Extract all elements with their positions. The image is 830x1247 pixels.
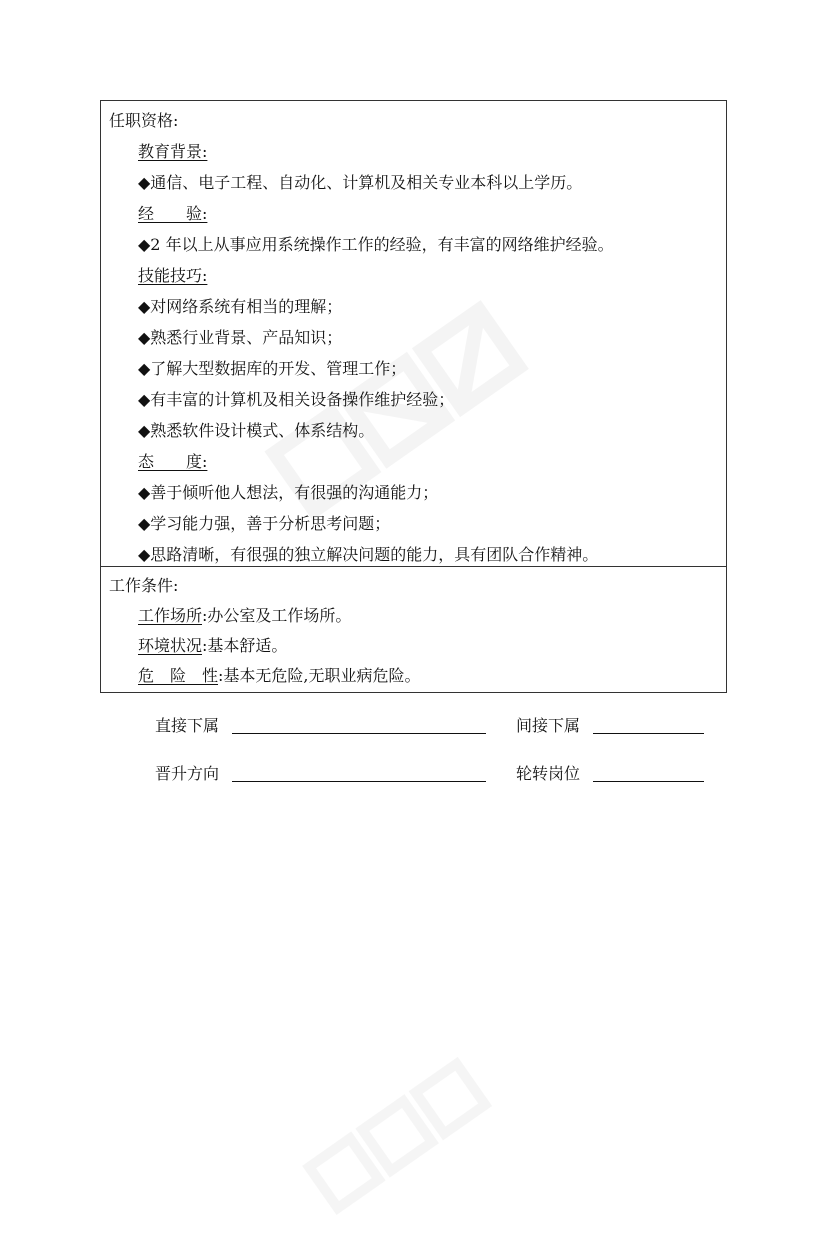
skills-bullet: ◆熟悉行业背景、产品知识； — [138, 328, 343, 347]
attitude-heading — [101, 446, 726, 477]
promotion-path-field[interactable] — [232, 781, 486, 782]
reports-row — [155, 711, 715, 741]
promotion-path-label: 晋升方向 — [155, 764, 220, 783]
condition-item-workplace — [101, 601, 726, 631]
condition-item-environment — [101, 631, 726, 661]
qualifications-title: 任职资格: — [109, 111, 179, 130]
work-conditions-section — [101, 567, 726, 692]
indirect-reports-field[interactable] — [593, 733, 704, 734]
condition-value: :办公室及工作场所。 — [202, 606, 352, 625]
skills-bullet: ◆有丰富的计算机及相关设备操作维护经验； — [138, 390, 455, 409]
condition-label: 危 险 性 — [138, 666, 219, 685]
condition-label: 环境状况 — [138, 636, 203, 655]
attitude-bullet: ◆学习能力强，善于分析思考问题； — [138, 514, 391, 533]
education-heading-text: 教育背景: — [138, 142, 208, 161]
direct-reports-field[interactable] — [232, 733, 486, 734]
attitude-bullet: ◆思路清晰，有很强的独立解决问题的能力，具有团队合作精神。 — [138, 545, 599, 564]
indirect-reports-label: 间接下属 — [516, 716, 581, 735]
rotation-position-field[interactable] — [593, 781, 704, 782]
attitude-heading-text: 态 度: — [138, 452, 208, 471]
skills-heading-text: 技能技巧: — [138, 266, 208, 285]
job-requirements-table — [100, 100, 727, 693]
experience-heading — [101, 198, 726, 229]
skills-bullet: ◆对网络系统有相当的理解； — [138, 297, 343, 316]
education-heading — [101, 136, 726, 167]
attitude-bullet: ◆善于倾听他人想法，有很强的沟通能力； — [138, 483, 439, 502]
conditions-title: 工作条件: — [109, 576, 179, 595]
career-row — [155, 759, 715, 789]
skills-bullet: ◆了解大型数据库的开发、管理工作； — [138, 359, 407, 378]
watermark-icon — [284, 1033, 517, 1246]
skills-bullet: ◆熟悉软件设计模式、体系结构。 — [138, 421, 375, 440]
experience-heading-text: 经 验: — [138, 204, 208, 223]
skills-heading — [101, 260, 726, 291]
rotation-position-label: 轮转岗位 — [516, 764, 581, 783]
direct-reports-label: 直接下属 — [155, 716, 220, 735]
condition-value: :基本无危险,无职业病危险。 — [218, 666, 421, 685]
condition-label: 工作场所 — [138, 606, 203, 625]
condition-item-risk — [101, 661, 726, 691]
experience-bullet: ◆2 年以上从事应用系统操作工作的经验，有丰富的网络维护经验。 — [138, 235, 614, 254]
qualifications-section — [101, 101, 726, 567]
education-bullet: ◆通信、电子工程、自动化、计算机及相关专业本科以上学历。 — [138, 173, 583, 192]
condition-value: :基本舒适。 — [202, 636, 288, 655]
